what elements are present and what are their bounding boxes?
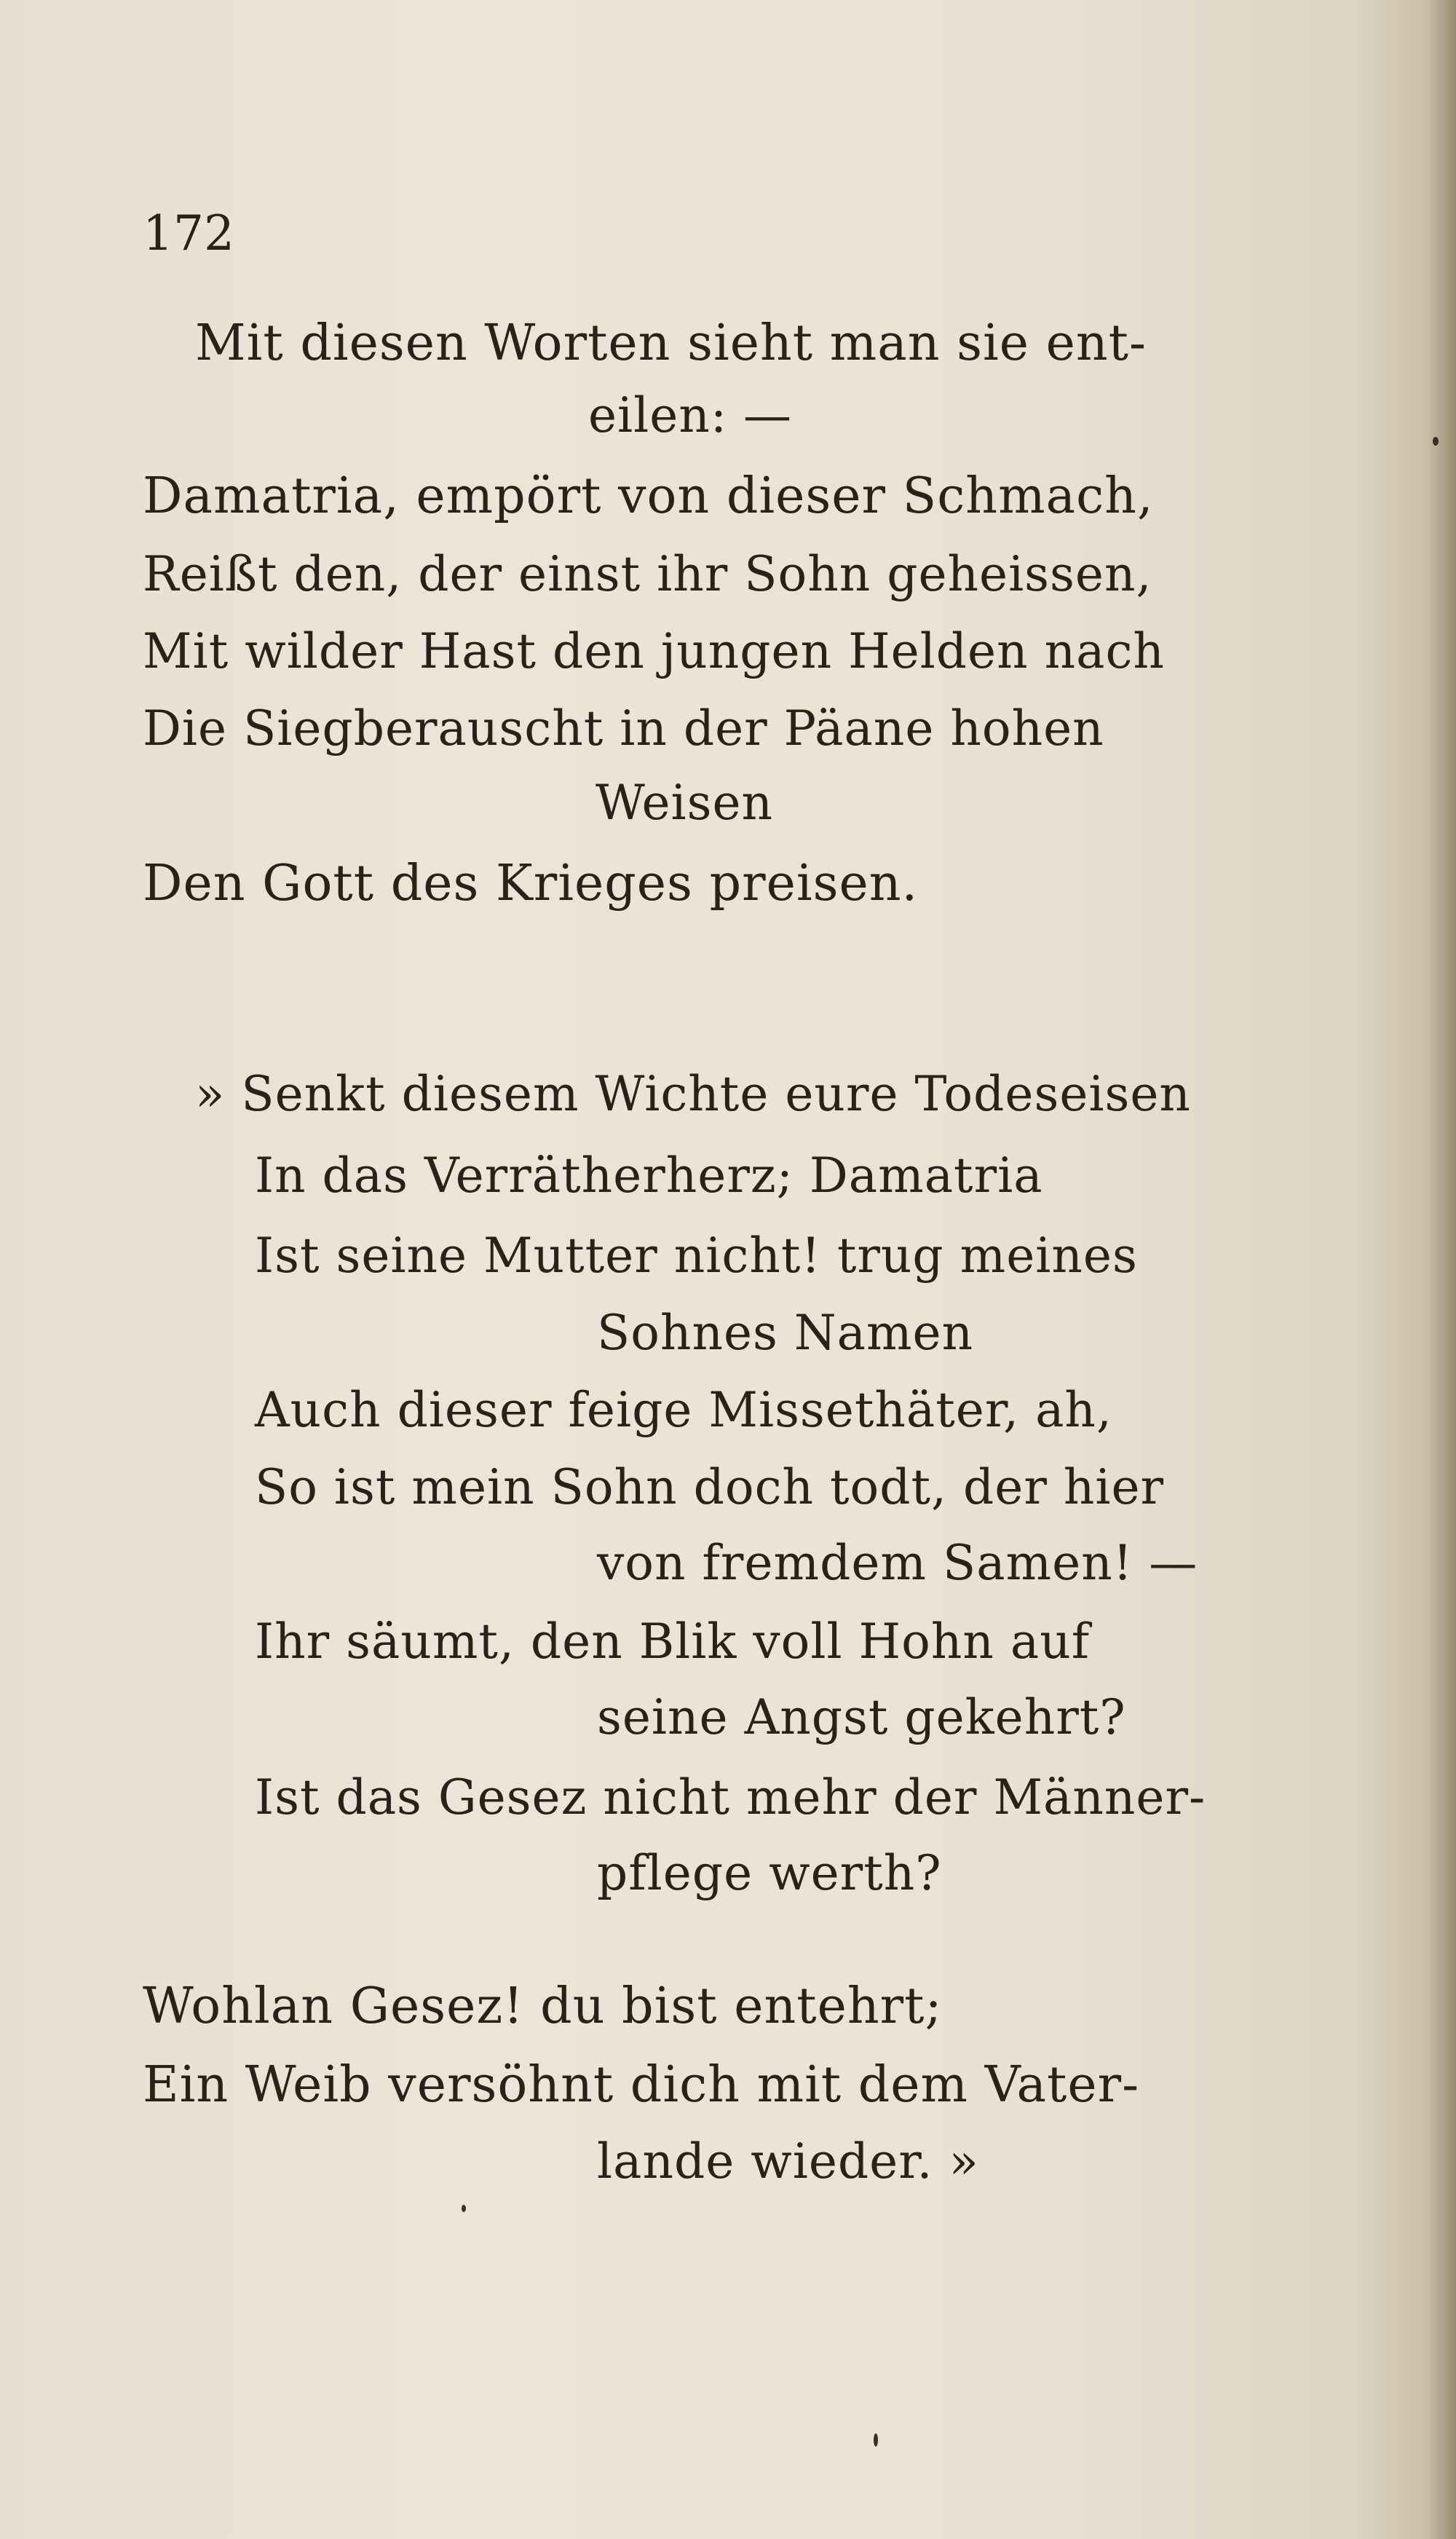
poem-line-4: Reißt den, der einst ihr Sohn geheissen, xyxy=(143,546,1152,602)
poem-line-5: Mit wilder Hast den jungen Helden nach xyxy=(143,623,1165,679)
poem-line-9: » Senkt diesem Wichte eure Todeseisen xyxy=(195,1066,1191,1122)
poem-line-6: Die Siegberauscht in der Päane hohen xyxy=(143,700,1104,757)
poem-line-22: lande wieder. » xyxy=(597,2133,979,2189)
poem-line-16: Ihr säumt, den Blik voll Hohn auf xyxy=(255,1614,1091,1670)
poem-line-3: Damatria, empört von dieser Schmach, xyxy=(143,467,1154,525)
poem-line-10: In das Verrätherherz; Damatria xyxy=(255,1148,1043,1204)
ink-speck xyxy=(462,2205,466,2212)
page-number: 172 xyxy=(143,205,234,261)
poem-line-20: Wohlan Gesez! du bist entehrt; xyxy=(143,1978,943,2035)
poem-line-2: eilen: — xyxy=(588,387,793,443)
poem-line-1: Mit diesen Worten sieht man sie ent- xyxy=(195,315,1147,372)
poem-line-21: Ein Weib versöhnt dich mit dem Vater- xyxy=(143,2056,1140,2114)
poem-line-15: von fremdem Samen! — xyxy=(597,1535,1198,1591)
page-gutter-shadow xyxy=(1425,0,1456,2539)
poem-line-18: Ist das Gesez nicht mehr der Männer- xyxy=(255,1769,1206,1825)
poem-line-14: So ist mein Sohn doch todt, der hier xyxy=(255,1459,1165,1515)
poem-line-19: pflege werth? xyxy=(597,1845,942,1901)
poem-line-8: Den Gott des Krieges preisen. xyxy=(143,855,919,912)
poem-line-13: Auch dieser feige Missethäter, ah, xyxy=(255,1382,1112,1438)
poem-line-17: seine Angst gekehrt? xyxy=(597,1689,1126,1745)
poem-line-7: Weisen xyxy=(596,775,774,831)
ink-speck xyxy=(1433,437,1439,446)
poem-line-11: Ist seine Mutter nicht! trug meines xyxy=(255,1228,1138,1284)
ink-speck xyxy=(874,2433,878,2447)
poem-line-12: Sohnes Namen xyxy=(597,1305,974,1361)
